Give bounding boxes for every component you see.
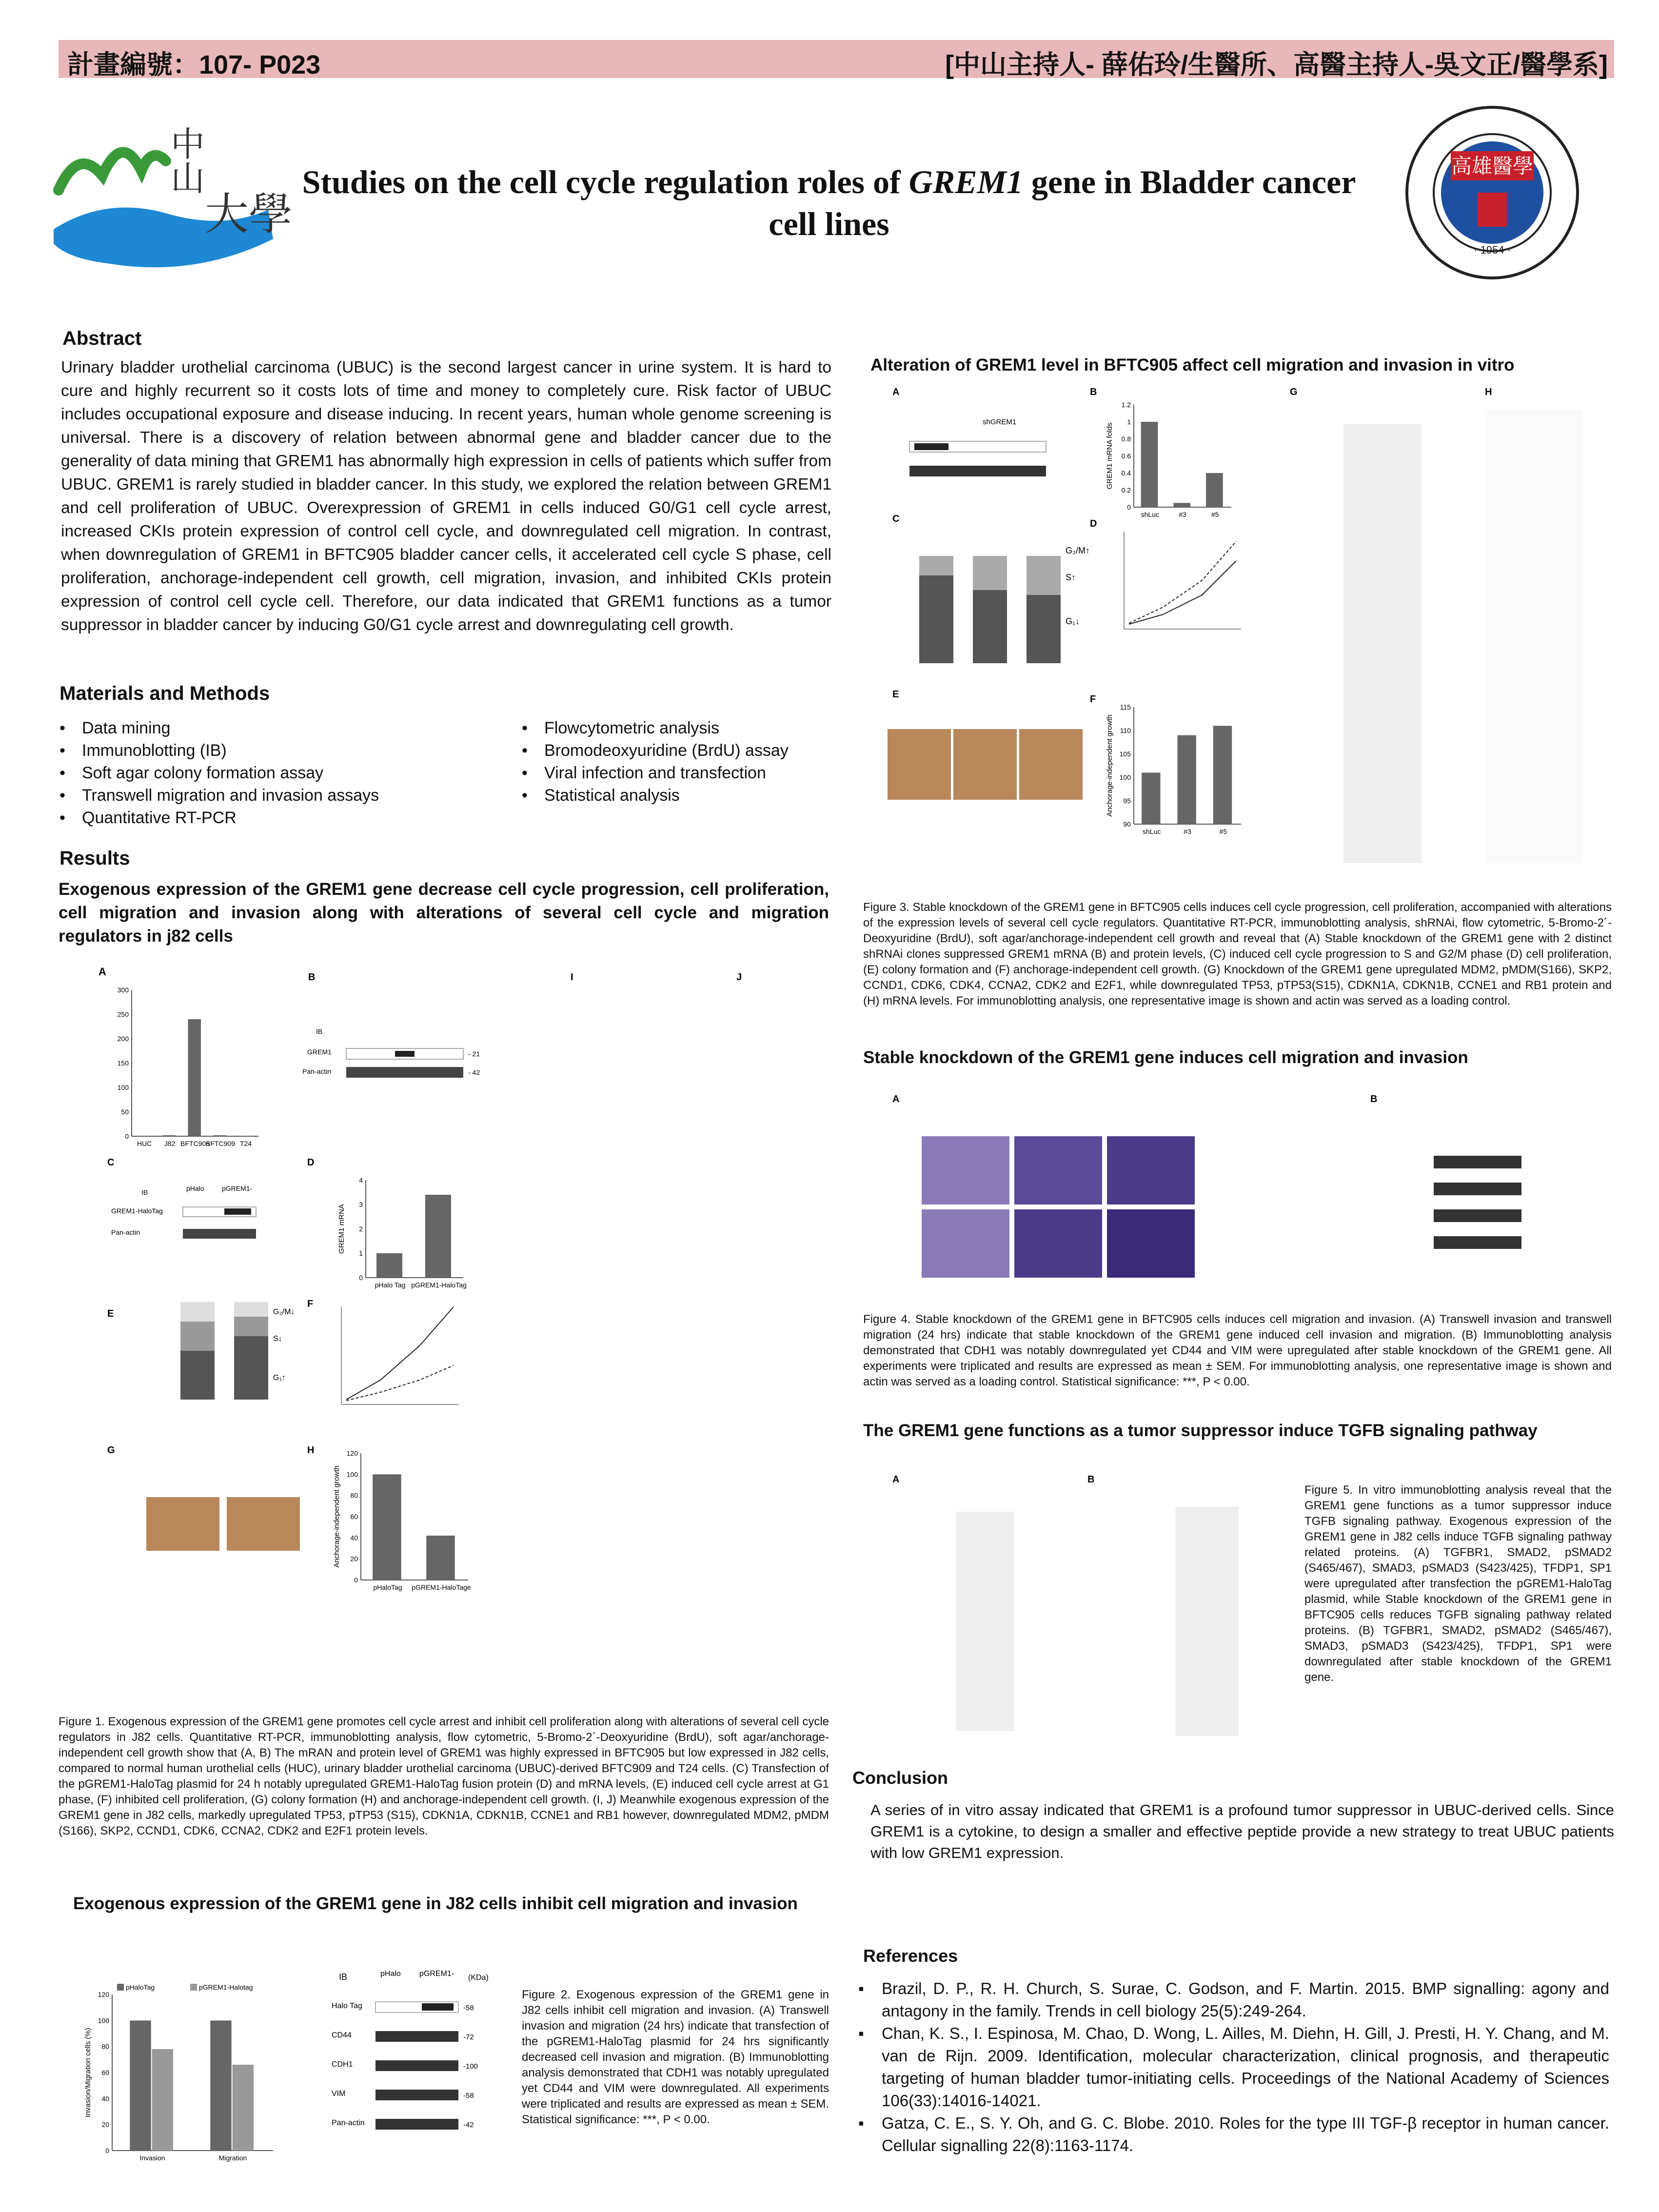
svg-text:S↑: S↑ (1066, 573, 1076, 582)
figure5 (863, 1463, 1292, 1741)
tick-label: 80 (350, 1491, 358, 1500)
svg-text:G: G (107, 1445, 115, 1456)
tick-label: 0 (125, 1132, 129, 1140)
svg-text:-58: -58 (463, 2004, 474, 2012)
svg-text:A: A (892, 1094, 900, 1105)
tick-label: 120 (98, 1991, 109, 1998)
axis-label: Anchorage-independent growth (1106, 714, 1114, 817)
svg-text:IB: IB (316, 1027, 323, 1035)
tick-label: 0 (354, 1576, 358, 1584)
reference-item: ▪ Gatza, C. E., S. Y. Oh, and G. C. Blobe. 2010. Roles for the type III TGF-β receptor in human cancer. Cellular signalling 22(8):1163-1174. (858, 2112, 1609, 2157)
method-item: • Data mining (59, 717, 498, 739)
tick-label: 0 (1127, 503, 1131, 511)
svg-text:G₁↑: G₁↑ (273, 1374, 286, 1382)
method-item: • Quantitative RT-PCR (59, 807, 498, 829)
axis-label: Invasion/Migration cells (%) (84, 2028, 92, 2117)
svg-text:H: H (307, 1445, 315, 1456)
tick-label: 0 (105, 2147, 109, 2154)
tick-label: 20 (101, 2120, 109, 2129)
category-label: shLuc (1141, 511, 1160, 518)
title-part1: Studies on the cell cycle regulation roles of (302, 163, 909, 200)
reference-item: ▪ Brazil, D. P., R. H. Church, S. Surae, C. Godson, and F. Martin. 2015. BMP signalling: agony and antagony in the family. Trends in cell biology 25(5):249-264. (858, 1977, 1609, 2022)
svg-text:Pan-actin: Pan-actin (302, 1067, 332, 1075)
tick-label: 2 (359, 1225, 363, 1233)
tick-label: 4 (359, 1176, 363, 1184)
axis-label: Anchorage-independent growth (333, 1465, 341, 1568)
method-item: • Statistical analysis (522, 784, 863, 807)
figure1-caption: Figure 1. Exogenous expression of the GREM1 gene promotes cell cycle arrest and inhibit cell proliferation along with alterations of several cell cycle regulators in J82 cells. Quantitative RT-PCR, immunoblotting analysis, flow cytometric, 5-Bromo-2´-Deoxyuridine (BrdU), soft agar/anchorage-independent cell growth show that (A, B) The mRAN and protein level of GREM1 was highly expressed in BFTC905 but low expressed in J82 cells, compared to normal human urothelial cells (HUC), urinary bladder urothelial carcinoma (UBUC)-derived BFTC909 and T24 cells. (C) Transfection of the pGREM1-HaloTag plasmid for 24 h notably upregulated GREM1-HaloTag fusion protein (D) and mRNA levels, (E) induced cell cycle arrest at G1 phase, (F) inhibited cell proliferation, (G) colony formation (H) and anchorage-independent cell growth. (I, J) Meanwhile exogenous expression of the GREM1 gene in J82 cells, markedly upregulated TP53, pTP53 (S15), CDKN1A, CDKN1B, CCNE1 and RB1 however, downregulated MDM2, pMDM (S166), SKP2, CCND1, CDK6, CCNA2, CDK2 and E2F1 protein levels. (59, 1715, 829, 1837)
svg-text:Pan-actin: Pan-actin (111, 1228, 140, 1236)
bar (1141, 422, 1158, 507)
svg-text:pHalo: pHalo (380, 1970, 401, 1978)
svg-text:G₁↓: G₁↓ (1066, 616, 1080, 626)
bar (152, 2049, 173, 2151)
svg-text:IB: IB (339, 1972, 348, 1982)
category-label: #5 (1211, 511, 1219, 518)
svg-text:pHalo: pHalo (186, 1185, 204, 1192)
category-label: HUC (137, 1140, 152, 1147)
svg-text:Pan-actin: Pan-actin (332, 2119, 365, 2127)
tick-label: 250 (117, 1010, 129, 1018)
figure5-caption: Figure 5. In vitro immunoblotting analysis reveal that the GREM1 gene functions as a tumor suppressor induce TGFB signaling pathway. Exogenous expression of the GREM1 gene in J82 cells induce TGFB signaling pathway related proteins. (A) TGFBR1, SMAD2, pSMAD2 (S465/467), SMAD3, pSMAD3 (S423/425), TFDP1, SP1 were upregulated after transfection the pGREM1-HaloTag plasmid, while Stable knockdown of the GREM1 gene in BFTC905 cells reduces TGFB signaling pathway related proteins. (B) TGFBR1, SMAD2, pSMAD2 (S465/467), SMAD3, pSMAD3 (S423/425), TFDP1, SP1 were downregulated after stable knockdown of the GREM1 gene. (1304, 1483, 1612, 1684)
svg-text:CDH1: CDH1 (332, 2060, 353, 2069)
bar (425, 1195, 451, 1278)
svg-text:B: B (1370, 1094, 1378, 1105)
tick-label: 0.8 (1121, 435, 1131, 443)
svg-text:A: A (892, 1474, 900, 1485)
tick-label: 1 (1127, 418, 1131, 426)
tick-label: 100 (117, 1084, 129, 1091)
svg-text:C: C (892, 514, 900, 524)
tick-label: 0.2 (1121, 486, 1131, 494)
bar (1206, 473, 1223, 507)
tick-label: 110 (1120, 727, 1131, 734)
svg-text:G: G (1290, 387, 1298, 397)
svg-text:G₂/M↑: G₂/M↑ (1066, 546, 1090, 555)
fig3-panel-f-chart (1106, 703, 1241, 835)
svg-text:S↓: S↓ (273, 1335, 282, 1343)
method-item: • Flowcytometric analysis (522, 717, 863, 739)
category-label: pHalo Tag (375, 1281, 406, 1289)
tick-label: 200 (117, 1035, 129, 1043)
methods-heading: Materials and Methods (59, 683, 270, 704)
category-label: shLuc (1142, 828, 1161, 835)
svg-text:大學: 大學 (205, 190, 293, 239)
category-label: #3 (1179, 511, 1186, 518)
section2-title: Exogenous expression of the GREM1 gene in J82 cells inhibit cell migration and invasion (73, 1894, 798, 1913)
fig3-panel-b-chart (1106, 401, 1231, 518)
category-label: T24 (239, 1140, 252, 1147)
svg-text:I: I (571, 972, 573, 983)
svg-text:- 42: - 42 (468, 1068, 480, 1076)
figure4-caption: Figure 4. Stable knockdown of the GREM1 gene in BFTC905 cells induces cell migration and invasion. (A) Transwell invasion and transwell migration (24 hrs) indicate that stable knockdown of the GREM1 gene induced cell invasion and migration. (B) Immunoblotting analysis demonstrated that CDH1 was notably downregulated yet CD44 and VIM were upregulated after stable knockdown of the GREM1 gene. All experiments were triplicated and results are expressed as mean ± SEM. For immunoblotting analysis, one representative image is shown and actin was served as a loading control. Statistical significance: ***, P < 0.00. (863, 1313, 1612, 1388)
svg-text:F: F (307, 1299, 314, 1309)
legend-label: pGREM1-Halotag (199, 1983, 253, 1991)
tick-label: 90 (1123, 820, 1131, 828)
abstract-heading: Abstract (62, 328, 142, 349)
method-item: • Viral infection and transfection (522, 762, 863, 784)
abstract-text: Urinary bladder urothelial carcinoma (UBUC) is the second largest cancer in urine system. It is hard to cure and highly recurrent so it costs lots of time and money to completely cure. Risk factor of UBUC includes occupational exposure and disease inducing. In recent years, human whole genome screening is universal. There is a discovery of relation between abnormal gene and bladder cancer due to the generality of data mining that GREM1 has abnormally high expression in cells of patients which suffer from UBUC. GREM1 is rarely studied in bladder cancer. In this study, we explored the relation between GREM1 and cell proliferation of UBUC. Overexpression of GREM1 in cells induced G0/G1 cell cycle arrest, increased CKIs protein expression of control cell cycle, and downregulated cell migration. In contrast, when downregulation of GREM1 in BFTC905 bladder cancer cells, it accelerated cell cycle S phase, cell proliferation, anchorage-independent cell growth, cell migration, invasion, and inhibited CKIs protein expression of control cell cycle cell. Therefore, our data indicated that GREM1 functions as a tumor suppressor in bladder cancer by inducing G0/G1 cycle arrest and downregulating cell growth. (61, 358, 831, 634)
tick-label: 120 (346, 1449, 358, 1457)
conclusion-heading: Conclusion (852, 1768, 948, 1788)
svg-text:pGREM1-: pGREM1- (222, 1185, 253, 1192)
category-label: J82 (164, 1140, 176, 1147)
figure2-caption: Figure 2. Exogenous expression of the GREM1 gene in J82 cells inhibit cell migration and invasion. (A) Transwell invasion and migration (24 hrs) indicate that transfection of the pGREM1-HaloTag plasmid for 24 hrs significantly decreased cell invasion and migration. (B) Immunoblotting analysis demonstrated that CDH1 was notably upregulated yet CD44 and VIM were downregulated. All experiments were triplicated and results are expressed as mean ± SEM. Statistical significance: ***, P < 0.00. (522, 1988, 829, 2126)
svg-text:A: A (99, 966, 106, 978)
svg-text:B: B (1090, 387, 1097, 397)
bar (210, 2020, 231, 2151)
category-label: pGREM1-HaloTage (412, 1583, 471, 1591)
tick-label: 0.4 (1121, 469, 1131, 477)
section3-title: Alteration of GREM1 level in BFTC905 affect cell migration and invasion in vitro (870, 356, 1515, 375)
section5-title: The GREM1 gene functions as a tumor suppressor induce TGFB signaling pathway (863, 1421, 1538, 1440)
tick-label: 60 (350, 1513, 358, 1521)
svg-text:E: E (107, 1308, 114, 1319)
svg-text:· 1954 ·: · 1954 · (1474, 244, 1511, 256)
category-label: Migration (218, 2154, 247, 2162)
svg-text:H: H (1485, 387, 1492, 397)
fig1-panel-a-chart (118, 986, 258, 1147)
legend-swatch (117, 1984, 124, 1991)
tick-label: 60 (101, 2069, 109, 2076)
svg-text:C: C (107, 1157, 115, 1168)
section1-title: Exogenous expression of the GREM1 gene decrease cell cycle progression, cell proliferation, cell migration and invasion along with alterations of several cell cycle and migration regulators in j82 cells (59, 880, 829, 946)
bar (130, 2020, 151, 2151)
svg-text:VIM: VIM (332, 2090, 346, 2098)
results-heading: Results (59, 848, 130, 869)
tick-label: 100 (1119, 773, 1131, 781)
category-label: Invasion (139, 2154, 165, 2162)
bar (233, 2065, 254, 2151)
bar (426, 1536, 455, 1580)
svg-text:山: 山 (171, 159, 205, 198)
bar (213, 1135, 226, 1136)
category-label: #5 (1219, 828, 1227, 835)
tick-label: 100 (346, 1470, 358, 1479)
svg-text:J: J (736, 972, 742, 983)
svg-text:F: F (1090, 694, 1096, 705)
svg-text:高雄醫學: 高雄醫學 (1451, 155, 1534, 178)
methods-list-right (522, 717, 863, 807)
reference-item: ▪ Chan, K. S., I. Espinosa, M. Chao, D. Wong, L. Ailles, M. Diehn, H. Gill, J. Presti, H. Y. Chang, and M. van de Rijn. 2009. Identification, molecular characterization, clinical prognosis, and therapeutic targeting of human bladder tumor-initiating cells. Proceedings of the National Academy of Sciences 106(33):14016-14021. (858, 2022, 1609, 2112)
references-heading: References (863, 1946, 958, 1966)
tick-label: 50 (121, 1108, 129, 1116)
tick-label: 150 (117, 1059, 129, 1067)
legend-swatch (190, 1984, 197, 1991)
tick-label: 105 (1119, 750, 1131, 758)
bar (1173, 503, 1190, 507)
svg-text:(KDa): (KDa) (468, 1974, 489, 1982)
method-item: • Transwell migration and invasion assays (59, 784, 498, 807)
category-label: BFTC905 (180, 1140, 210, 1147)
bar (188, 1019, 201, 1136)
category-label: #3 (1184, 828, 1191, 835)
svg-text:-42: -42 (463, 2121, 474, 2129)
figure1 (59, 966, 829, 1682)
tick-label: 95 (1123, 797, 1131, 805)
conclusion-text: A series of in vitro assay indicated that GREM1 is a profound tumor suppressor in UBUC-derived cells. Since GREM1 is a cytokine, to design a smaller and effective peptide provide a new strategy to treat UBUC patients with low GREM1 expression. (870, 1801, 1614, 1861)
svg-text:中: 中 (171, 125, 205, 163)
title-gene: GREM1 (908, 163, 1023, 200)
tick-label: 80 (101, 2042, 109, 2051)
tick-label: 300 (117, 986, 129, 994)
bar (1177, 735, 1196, 824)
bar (1142, 772, 1160, 824)
svg-text:E: E (892, 689, 899, 700)
bar (373, 1474, 401, 1580)
svg-text:CD44: CD44 (332, 2031, 352, 2039)
tick-label: 40 (350, 1534, 358, 1542)
figure2 (59, 1965, 517, 2180)
tick-label: 115 (1120, 703, 1131, 711)
axis-label: GREM1 mRNA folds (1106, 422, 1114, 490)
tick-label: 0 (359, 1274, 363, 1282)
section4-title: Stable knockdown of the GREM1 gene induces cell migration and invasion (863, 1048, 1468, 1067)
references-list (858, 1977, 1609, 2157)
svg-text:D: D (307, 1157, 315, 1168)
svg-text:D: D (1090, 518, 1097, 529)
kmu-seal (1404, 105, 1580, 280)
category-label: pGREM1-HaloTag (411, 1281, 467, 1289)
legend-label: pHaloTag (126, 1983, 155, 1991)
tick-label: 0.6 (1121, 452, 1131, 460)
title-part2: gene in Bladder cancer cell lines (769, 163, 1356, 242)
svg-text:GREM1: GREM1 (307, 1048, 332, 1056)
plan-number: 計畫編號：107- P023 (67, 50, 321, 79)
figure4 (863, 1083, 1614, 1287)
svg-text:shGREM1: shGREM1 (983, 418, 1017, 426)
method-item: • Immunoblotting (IB) (59, 739, 498, 762)
svg-text:A: A (892, 387, 900, 397)
svg-text:-100: -100 (463, 2062, 478, 2071)
nsysu-logo (49, 117, 293, 278)
tick-label: 20 (350, 1555, 358, 1563)
investigators: [中山主持人- 薛佑玲/生醫所、高醫主持人-吳文正/醫學系] (945, 50, 1608, 79)
method-item: • Soft agar colony formation assay (59, 762, 498, 784)
bar (1213, 726, 1232, 824)
svg-text:Halo Tag: Halo Tag (332, 2002, 362, 2010)
poster-title (293, 161, 1365, 245)
bar (162, 1135, 176, 1136)
tick-label: 40 (101, 2094, 109, 2103)
fig1-panel-h-chart (333, 1449, 471, 1591)
svg-text:-72: -72 (463, 2033, 474, 2041)
bar (376, 1253, 402, 1278)
svg-text:IB: IB (141, 1188, 148, 1196)
tick-label: 1 (359, 1249, 363, 1257)
fig2-panel-a-chart (84, 1983, 273, 2162)
svg-text:- 21: - 21 (468, 1050, 480, 1058)
tick-label: 1.2 (1121, 401, 1131, 409)
tick-label: 3 (359, 1201, 363, 1208)
tick-label: 100 (98, 2016, 109, 2025)
svg-text:pGREM1-: pGREM1- (419, 1970, 454, 1978)
fig1-panel-d-chart (337, 1176, 467, 1289)
svg-text:G₂/M↓: G₂/M↓ (273, 1308, 295, 1316)
figure3 (870, 385, 1612, 888)
methods-list-left (59, 717, 498, 829)
category-label: BFTC909 (206, 1140, 235, 1147)
svg-text:B: B (1087, 1474, 1095, 1485)
svg-text:-58: -58 (463, 2092, 474, 2100)
method-item: • Bromodeoxyuridine (BrdU) assay (522, 739, 863, 762)
axis-label: GREM1 mRNA (337, 1204, 346, 1254)
svg-text:GREM1-HaloTag: GREM1-HaloTag (111, 1207, 163, 1215)
category-label: pHaloTag (373, 1583, 402, 1591)
svg-text:B: B (308, 972, 316, 983)
figure3-caption: Figure 3. Stable knockdown of the GREM1 gene in BFTC905 cells induces cell cycle progression, cell proliferation, accompanied with alterations of the expression levels of several cell cycle regulators. Quantitative RT-PCR, immunoblotting analysis, shRNAi, flow cytometric, 5-Bromo-2´-Deoxyuridine (BrdU), soft agar/anchorage-independent cell growth and reveal that (A) Stable knockdown of the GREM1 gene with 2 distinct shRNAi clones suppressed GREM1 mRNA (B) and protein levels, (C) induced cell cycle progression to S and G2/M phase (D) cell proliferation, (E) colony formation and (F) anchorage-independent cell growth. (G) Knockdown of the GREM1 gene upregulated MDM2, pMDM(S166), SKP2, CCND1, CDK6, CDK4, CCNA2, CDK2 and E2F1, while downregulated TP53, pTP53(S15), CDKN1A, CDKN1B, CCNE1 and RB1 protein and (H) mRNA levels. For immunoblotting analysis, one representative image is shown and actin was served as a loading control. (863, 901, 1612, 1007)
